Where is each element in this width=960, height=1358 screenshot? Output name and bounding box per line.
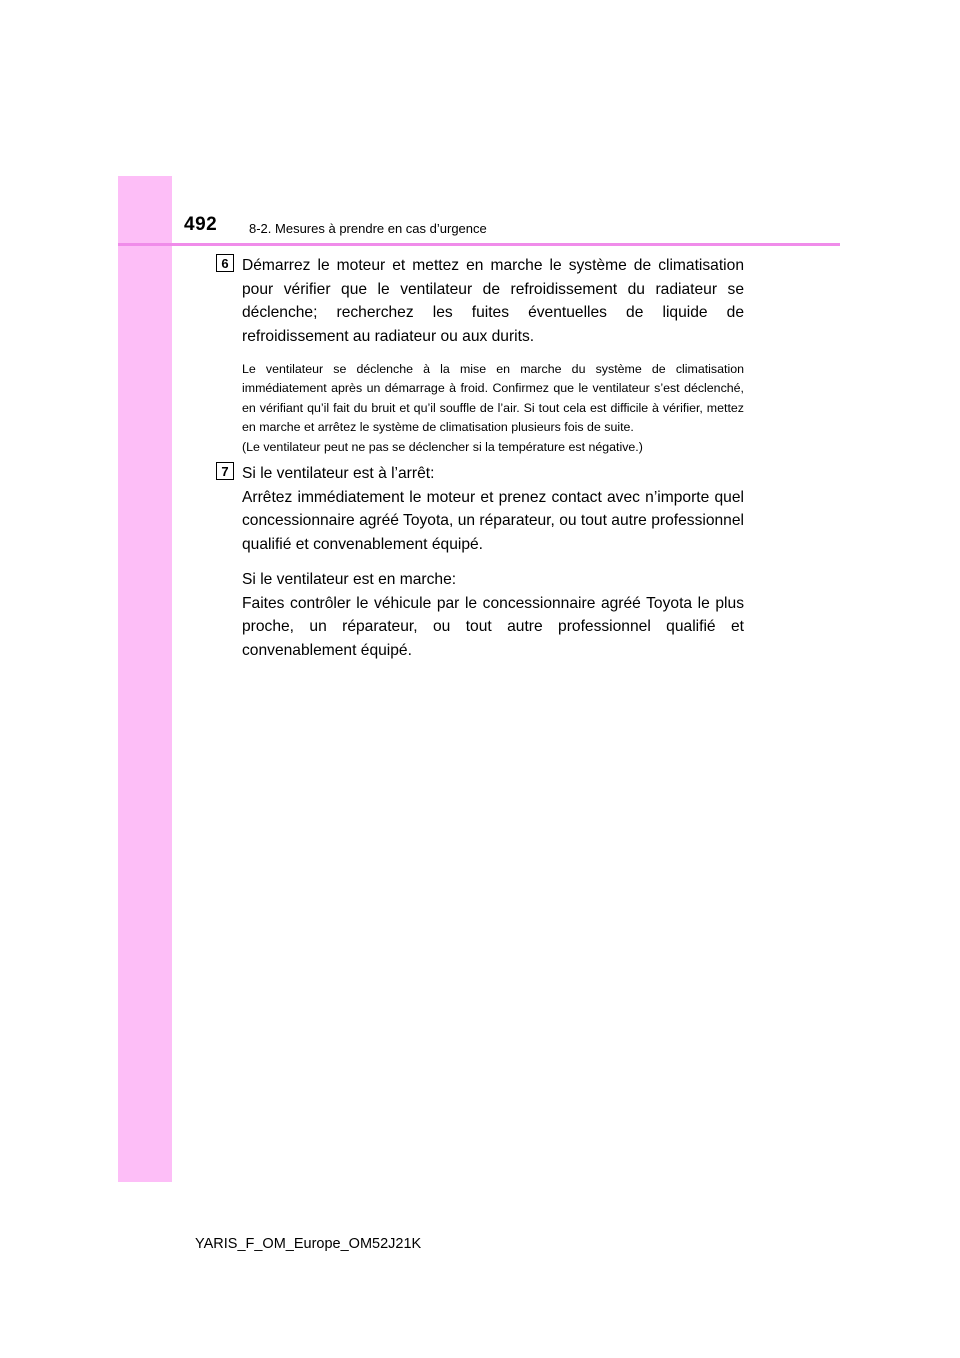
page-number: 492 xyxy=(184,214,218,235)
case-heading: Si le ventilateur est à l’arrêt: xyxy=(242,465,435,482)
case-instruction: Faites contrôler le véhicule par le concessionnaire agréé Toyota le plus proche, un réparateur, ou tout autre professionnel qualifié et convenablement équipé. xyxy=(242,594,744,659)
step-number-badge: 6 xyxy=(216,254,234,272)
step-instruction: Démarrez le moteur et mettez en marche le système de climatisation pour vérifier que le ventilateur de refroidissement du radiateur se déclenche; recherchez les fuites éventuelles de liquide de refroidissement au radiateur ou aux durits. xyxy=(242,257,744,345)
step-7 xyxy=(216,462,744,674)
step-body xyxy=(242,254,744,457)
header-rule xyxy=(118,243,840,246)
chapter-side-band xyxy=(118,176,172,1182)
section-title: 8-2. Mesures à prendre en cas d’urgence xyxy=(249,221,487,236)
case-heading: Si le ventilateur est en marche: xyxy=(242,571,457,588)
step-number-badge: 7 xyxy=(216,462,234,480)
document-id: YARIS_F_OM_Europe_OM52J21K xyxy=(195,1236,422,1252)
step-6 xyxy=(216,254,744,457)
step-note-extra: (Le ventilateur peut ne pas se déclencher si la température est négative.) xyxy=(242,439,643,454)
case-instruction: Arrêtez immédiatement le moteur et prenez contact avec n’importe quel concessionnaire agréé Toyota, un réparateur, ou tout autre professionnel qualifié et convenablement équipé. xyxy=(242,488,744,553)
step-note: Le ventilateur se déclenche à la mise en marche du système de climatisation immédiatement après un démarrage à froid. Confirmez que le ventilateur s’est déclenché, en vérifiant qu’il fait du bruit et qu’il souffle de l’air. Si tout cela est difficile à vérifier, mettez en marche et arrêtez le système de climatisation plusieurs fois de suite. xyxy=(242,362,744,435)
step-body xyxy=(242,462,744,662)
